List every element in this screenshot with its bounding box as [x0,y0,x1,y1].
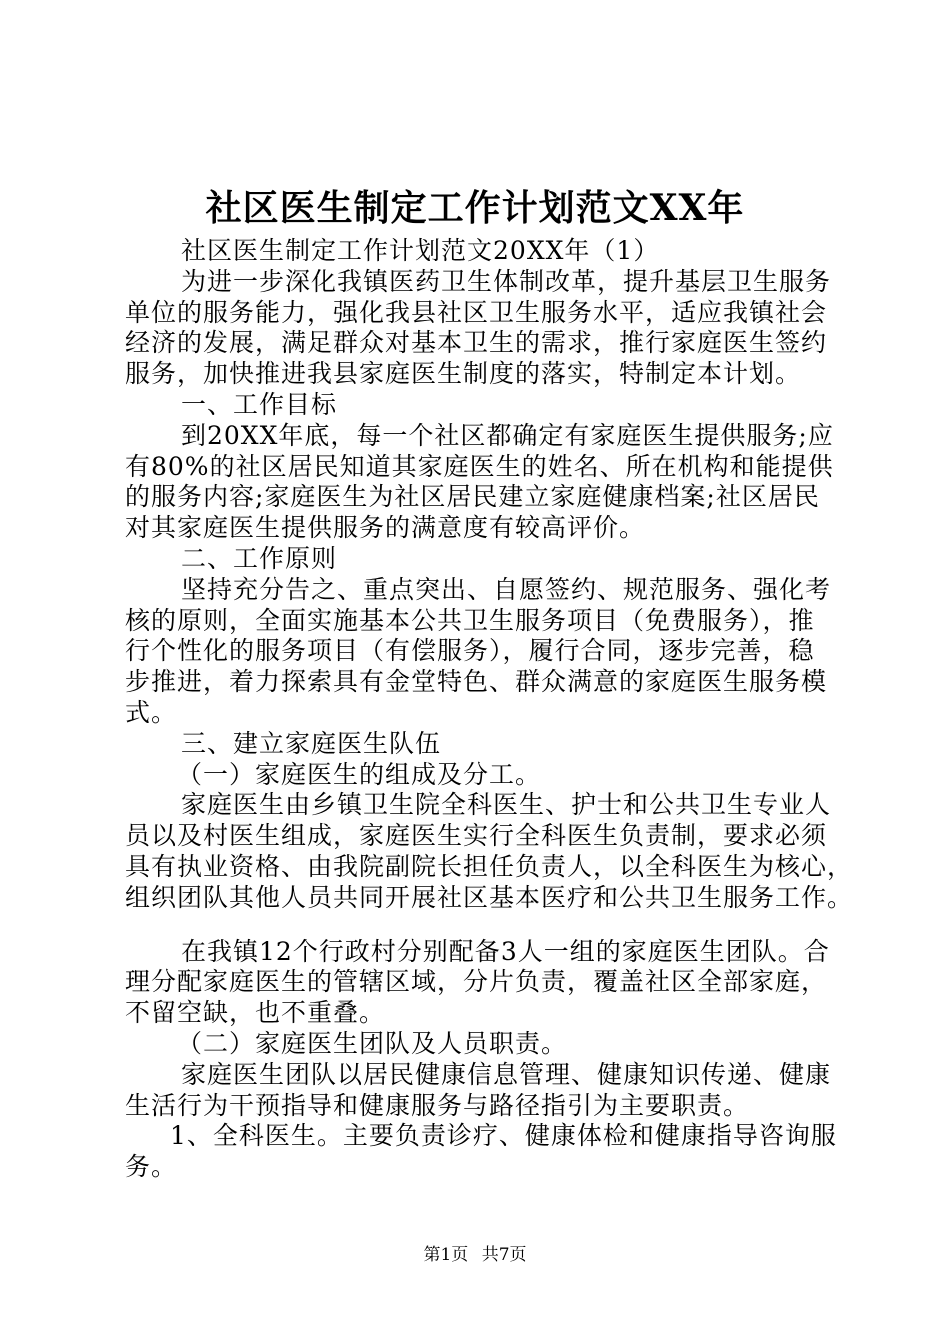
text-line: 在我镇12个行政村分别配备3人一组的家庭医生团队。合 [181,936,830,966]
text-line: 单位的服务能力，强化我县社区卫生服务水平，适应我镇社会 [125,297,828,327]
text-line: 二、工作原则 [181,543,338,573]
text-line: 理分配家庭医生的管辖区域，分片负责，覆盖社区全部家庭， [125,967,828,997]
text-line: 式。 [125,697,178,727]
text-line: 经济的发展，满足群众对基本卫生的需求，推行家庭医生签约 [125,328,828,358]
text-line: 生活行为干预指导和健康服务与路径指引为主要职责。 [125,1090,750,1120]
text-line: 一、工作目标 [181,389,338,419]
text-line: 不留空缺，也不重叠。 [125,998,386,1028]
text-line: 三、建立家庭医生队伍 [181,728,442,758]
text-line: （二）家庭医生团队及人员职责。 [177,1028,568,1058]
text-line: 员以及村医生组成，家庭医生实行全科医生负责制，要求必须 [125,821,828,851]
text-line: 核的原则，全面实施基本公共卫生服务项目（免费服务），推 [125,605,815,635]
text-line: 有80%的社区居民知道其家庭医生的姓名、所在机构和能提供 [125,451,834,481]
text-line: 服务，加快推进我县家庭医生制度的落实，特制定本计划。 [125,359,802,389]
text-line: 社区医生制定工作计划范文20XX年（1） [181,236,660,265]
text-line: 步推进，着力探索具有金堂特色、群众满意的家庭医生服务模 [125,667,828,697]
text-line: 1、全科医生。主要负责诊疗、健康体检和健康指导咨询服 [170,1121,837,1151]
text-line: 家庭医生由乡镇卫生院全科医生、护士和公共卫生专业人 [181,790,832,820]
page-footer [0,1243,950,1267]
text-line: （一）家庭医生的组成及分工。 [177,759,542,789]
page-number: 第1页 [423,1245,469,1265]
text-line: 组织团队其他人员共同开展社区基本医疗和公共卫生服务工作。 [125,882,854,912]
text-line: 具有执业资格、由我院副院长担任负责人，以全科医生为核心， [125,851,854,881]
document-body [125,236,854,1183]
text-line: 到20XX年底，每一个社区都确定有家庭医生提供服务;应 [181,420,834,450]
text-line: 务。 [125,1152,178,1182]
text-line: 行个性化的服务项目（有偿服务），履行合同，逐步完善，稳 [125,636,815,666]
text-line: 为进一步深化我镇医药卫生体制改革，提升基层卫生服务 [181,266,832,296]
text-line: 家庭医生团队以居民健康信息管理、健康知识传递、健康 [181,1059,832,1089]
document-title: 社区医生制定工作计划范文XX年 [205,187,745,229]
text-line: 坚持充分告之、重点突出、自愿签约、规范服务、强化考 [181,574,832,604]
text-line: 的服务内容;家庭医生为社区居民建立家庭健康档案;社区居民 [125,482,820,512]
page-total: 共7页 [481,1245,527,1265]
text-line: 对其家庭医生提供服务的满意度有较高评价。 [125,513,646,543]
blank-line [125,914,825,937]
